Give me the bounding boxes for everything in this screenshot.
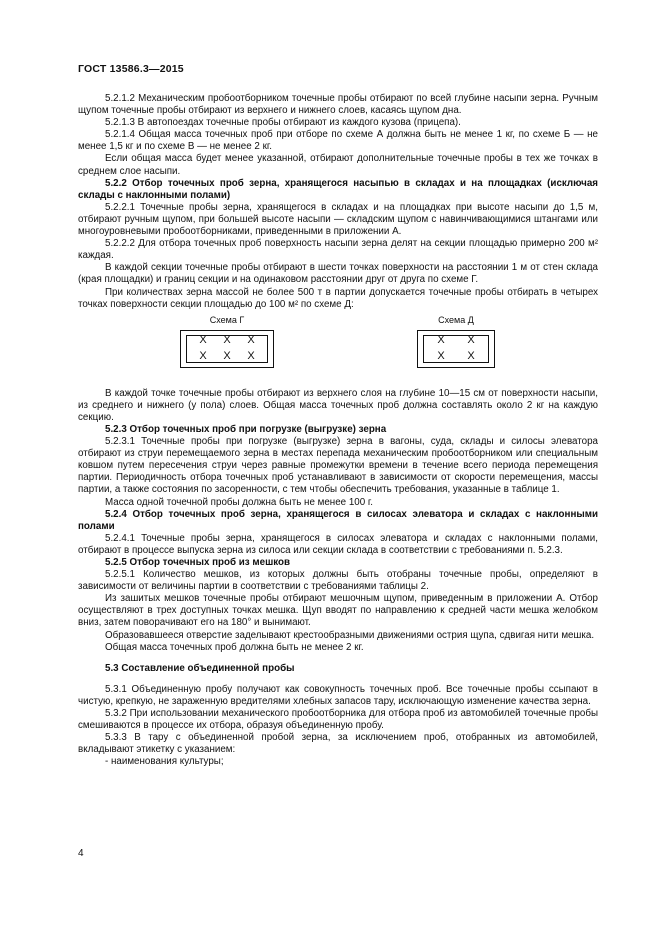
sample-point-mark: X bbox=[467, 333, 475, 346]
paragraph: 5.2.2.1 Точечные пробы зерна, хранящегося в складах и на площадках при высоте насыпи до 1,5 м, отбирают ручным щупом, при большей высоте насыпи — складским щупом с навинчивающимися штангами или многоуровневыми пробоотборниками, приведенными в приложении А. bbox=[78, 201, 598, 238]
spacer bbox=[78, 654, 598, 663]
paragraph: Образовавшееся отверстие заделывают крестообразными движениями острия щупа, сдвигая нити мешка. bbox=[105, 629, 595, 641]
paragraph: Если общая масса будет менее указанной, отбирают дополнительные точечные пробы в тех же точках в среднем слое насыпи. bbox=[78, 153, 598, 177]
paragraph: 5.2.1.4 Общая масса точечных проб при отборе по схеме А должна быть не менее 1 кг, по схеме Б — не менее 1,5 кг и по схеме В — не менее 2 кг. bbox=[78, 129, 598, 153]
section-heading: 5.3 Составление объединенной пробы bbox=[105, 662, 295, 674]
paragraph: 5.2.3.1 Точечные пробы при погрузке (выгрузке) зерна в вагоны, суда, склады и силосы элеватора отбирают из струи перемещаемого зерна в местах перепада механическим пробоотборником или специальным ковшом путем пересечения струи через равные промежутки времени в течение всего периода перемещения партии. Периодичность отбора точечных проб устанавливают в зависимости от скорости перемещения, массы партии, а также состояния по засоренности, с тем чтобы обеспечить требования, указанные в таблице 1. bbox=[78, 436, 598, 496]
paragraph: 5.3.3 В тару с объединенной пробой зерна, за исключением проб, отобранных из автомобилей, вкладывают этикетку с указанием: bbox=[78, 732, 598, 756]
paragraph: Общая масса точечных проб должна быть не менее 2 кг. bbox=[105, 641, 364, 653]
scheme-d-caption: Схема Д bbox=[438, 314, 474, 325]
paragraph: Масса одной точечной пробы должна быть не менее 100 г. bbox=[105, 496, 373, 508]
paragraph: В каждой секции точечные пробы отбирают в шести точках поверхности на расстоянии 1 м от стен склада (края площадки) и границ секции и на одинаковом расстоянии друг от друга по схеме Г. bbox=[78, 262, 598, 286]
sample-point-mark: X bbox=[247, 349, 255, 362]
scheme-d bbox=[417, 314, 495, 368]
spacer bbox=[78, 675, 598, 684]
paragraph: При количествах зерна массой не более 500 т в партии допускается точечные пробы отбирать в четырех точках поверхности секции площадью до 100 м² по схеме Д: bbox=[78, 286, 598, 310]
sampling-schemes bbox=[78, 314, 598, 386]
paragraph: Из зашитых мешков точечные пробы отбирают мешочным щупом, приведенным в приложении А. Отбор осуществляют в трех доступных точках мешка. Щуп вводят по направлению к средней части мешка желобком вниз, затем поворачивают его на 180° и вынимают. bbox=[78, 593, 598, 629]
sample-point-mark: X bbox=[199, 349, 207, 362]
sample-point-mark: X bbox=[223, 349, 231, 362]
paragraph: 5.2.1.2 Механическим пробоотборником точечные пробы отбирают по всей глубине насыпи зерна. Ручным щупом точечные пробы отбирают из верхнего и нижнего слоев, касаясь щупом дна. bbox=[78, 93, 598, 117]
scheme-g-points bbox=[181, 334, 273, 363]
sample-point-mark: X bbox=[223, 333, 231, 346]
scheme-g bbox=[180, 314, 274, 368]
section-heading: 5.2.5 Отбор точечных проб из мешков bbox=[105, 557, 291, 568]
page-number: 4 bbox=[78, 848, 84, 859]
paragraph: 5.2.1.3 В автопоездах точечные пробы отбирают из каждого кузова (прицепа). bbox=[105, 117, 461, 129]
document-header: ГОСТ 13586.3—2015 bbox=[78, 63, 184, 75]
scheme-g-diagram bbox=[180, 330, 274, 368]
scheme-d-diagram bbox=[417, 330, 495, 368]
paragraph: 5.3.2 При использовании механического пробоотборника для отбора проб из автомобилей точечные пробы смешиваются в процессе их отбора, образуя объединенную пробу. bbox=[78, 708, 598, 732]
sample-point-mark: X bbox=[437, 349, 445, 362]
paragraph: 5.2.4.1 Точечные пробы зерна, хранящегося в силосах элеватора и складах с наклонными полами, отбирают в процессе выпуска зерна из силоса или секции склада в соответствии с требованиями п. 5.2.3. bbox=[78, 532, 598, 556]
sample-point-mark: X bbox=[437, 333, 445, 346]
scheme-g-caption: Схема Г bbox=[209, 314, 245, 325]
paragraph: В каждой точке точечные пробы отбирают из верхнего слоя на глубине 10—15 см от поверхности насыпи, из среднего и нижнего (у пола) слоев. Общая масса точечных проб должна составлять около 2 кг на каждую секцию. bbox=[78, 387, 598, 423]
paragraph: 5.2.5.1 Количество мешков, из которых должны быть отобраны точечные пробы, определяют в зависимости от величины партии в соответствии с требованиями таблицы 2. bbox=[78, 569, 598, 593]
list-item: - наименования культуры; bbox=[105, 756, 224, 768]
sample-point-mark: X bbox=[467, 349, 475, 362]
sample-point-mark: X bbox=[247, 333, 255, 346]
section-heading: 5.2.2 Отбор точечных проб зерна, хранящегося насыпью в складах и на площадках (исключая склады с наклонными полами) bbox=[78, 177, 598, 201]
sample-point-mark: X bbox=[199, 333, 207, 346]
section-heading: 5.2.4 Отбор точечных проб зерна, хранящегося в силосах элеватора и складах с наклонными полами bbox=[78, 508, 598, 532]
section-heading: 5.2.3 Отбор точечных проб при погрузке (выгрузке) зерна bbox=[105, 423, 387, 435]
scheme-d-points bbox=[418, 334, 494, 363]
paragraph: 5.2.2.2 Для отбора точечных проб поверхность насыпи зерна делят на секции площадью примерно 200 м² каждая. bbox=[78, 238, 598, 262]
document-body bbox=[78, 93, 598, 769]
paragraph: 5.3.1 Объединенную пробу получают как совокупность точечных проб. Все точечные пробы ссыпают в чистую, крепкую, не зараженную вредителями хлебных запасов тару, исключающую изменение качества зерна. bbox=[78, 683, 598, 707]
